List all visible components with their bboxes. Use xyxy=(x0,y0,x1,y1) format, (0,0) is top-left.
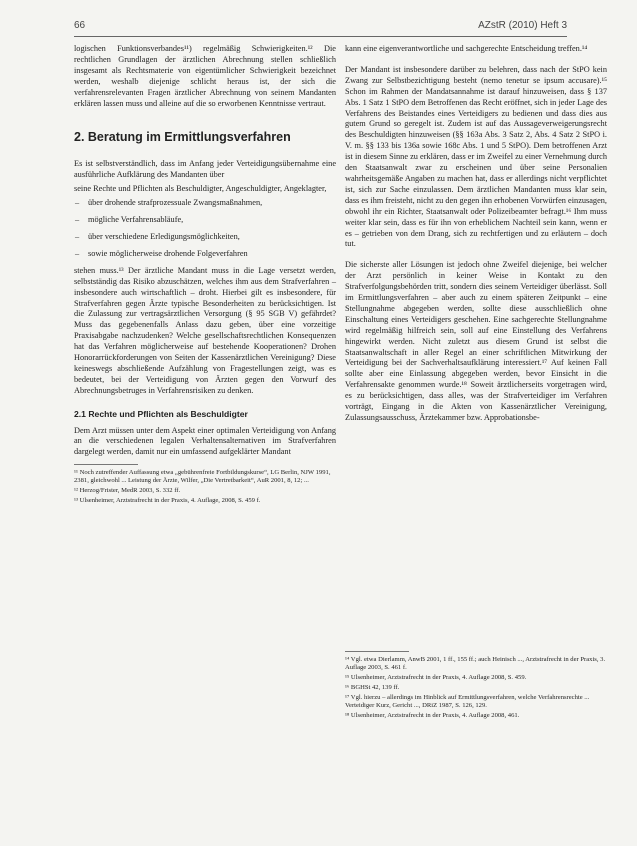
footnote: ¹⁸ Ulsenheimer, Arztstrafrecht in der Praxis, 4. Auflage 2008, 461. xyxy=(345,712,520,719)
footnote: ¹² Herzog/Frister, MedR 2003, S. 332 ff. xyxy=(74,487,181,495)
list-item: – über drohende strafprozessuale Zwangsmaßnahmen, xyxy=(88,198,336,209)
section-heading: 2. Beratung im Ermittlungsverfahren xyxy=(74,130,291,145)
paragraph: kann eine eigenverantwortliche und sachgerechte Entscheidung treffen.¹⁴ xyxy=(345,44,588,53)
paragraph: Dem Arzt müssen unter dem Aspekt einer optimalen Verteidigung von Anfang an die verschiedenen legalen Verhaltensalternativen im Strafverfahren dargelegt werden, damit nur ein umfassend aufgeklärter Mandant xyxy=(74,425,336,457)
list-item: – mögliche Verfahrensabläufe, xyxy=(88,215,336,226)
dash-list xyxy=(74,198,336,260)
paragraph: logischen Funktionsverbandes¹¹) regelmäßig Schwierigkeiten.¹² Die rechtlichen Grundlagen der ärztlichen Abrechnung stellen schließlich insgesamt als Rechtsmaterie von eigentümlicher Schwierigkeit bezeichnet werden, weshalb diejenige schlicht heraus ist, der sich die verfahrensrelevanten Fragen ärztlicher Abrechnung von seinem Mandanten erklären lassen muss und alleine auf die so erworbenen Kenntnisse vertraut. xyxy=(74,44,336,108)
footnote: ¹⁴ Vgl. etwa Dierlamm, AnwB 2001, 1 ff., 155 ff.; auch Heinisch ..., Arztstrafrecht in der Praxis, 3. Auflage 2003, S. 461 f. xyxy=(345,656,606,671)
footnote: ¹⁵ Ulsenheimer, Arztstrafrecht in der Praxis, 4. Auflage 2008, S. 459. xyxy=(345,674,527,681)
page-number: 66 xyxy=(74,20,86,31)
footnote-rule xyxy=(74,464,138,465)
list-item: – sowie möglicherweise drohende Folgeverfahren xyxy=(88,249,336,260)
footnote: ¹⁶ BGHSt 42, 139 ff. xyxy=(345,684,400,691)
footnote-rule xyxy=(345,651,409,652)
header-rule xyxy=(74,36,567,37)
journal-reference: AZstR (2010) Heft 3 xyxy=(478,20,567,31)
subsection-heading: 2.1 Rechte und Pflichten als Beschuldigter xyxy=(74,408,248,419)
running-header xyxy=(74,20,567,34)
paragraph: Es ist selbstverständlich, dass im Anfang jeder Verteidigungsübernahme eine ausführliche Aufklärung des Mandanten über xyxy=(74,159,336,180)
right-footnotes xyxy=(345,645,607,722)
left-column xyxy=(74,44,336,507)
list-item: – über verschiedene Erledigungsmöglichkeiten, xyxy=(88,232,336,243)
paragraph: Die sicherste aller Lösungen ist jedoch ohne Zweifel diejenige, bei welcher der Arzt persönlich in keiner Weise in Kontakt zu den Strafverfolgungsbehörden tritt, sondern dies seinem Verteidiger überlässt. Soll im Ermittlungsverfahren – aber auch zu einem späteren Zeitpunkt – eine Stellungnahme abgegeben werden, sollte diese ausschließlich ohne Einschaltung eines Verteidigers geschehen. Eine sachgerechte Stellungnahme wird regelmäßig hilfreich sein, soll auf eine Einstellung des Verfahrens hingewirkt werden. Nicht zuletzt aus diesem Grund ist selbst die Staatsanwaltschaft in aller Regel an einer schriftlichen Mitwirkung der Verteidigung bei der Sachverhaltsaufklärung interessiert.¹⁷ Auf keinen Fall sollte aber eine Einlassung abgegeben werden, bevor Einsicht in die Verfahrensakte genommen wurde.¹⁸ Soweit ärztlicherseits vorgetragen wird, es zu berücksichtigen, dass alles, was der Strafverteidiger im Verfahren vorträgt, Eingang in die Akten von Kassenärztlicher Vereinigung, Zulassungsausschuss, Ärztekammer bzw. Approbationsbe- xyxy=(345,260,607,422)
paragraph: stehen muss.¹³ Der ärztliche Mandant muss in die Lage versetzt werden, selbstständig das Risiko abzuschätzen, welches ihm aus dem Strafverfahren – insbesondere auch wirtschaftlich – droht. Hierbei gilt es insbesondere, für Strafverfahren gegen Ärzte typische Besonderheiten zu berücksichtigen. Ist die Zulassung zur vertragsärztlichen Versorgung (§ 95 SGB V) gefährdet? Muss das gegebenenfalls Anlass dazu geben, über eine vorzeitige Praxisabgabe nachzudenken? Welche gesellschaftsrechtlichen Konsequenzen hat das Verfahren möglicherweise auf bestehende Kooperationen? Drohen Honorarrückforderungen von Seiten der Kassenärztlichen Vereinigung? Diese keineswegs abschließende Aufzählung von Fragestellungen zeigt, was es bedeutet, bei der Verteidigung von Ärzten gegen den Vorwurf des Abrechnungsbetruges in Verfahrensrisiken zu denken. xyxy=(74,265,336,395)
paragraph: Der Mandant ist insbesondere darüber zu belehren, dass nach der StPO kein Zwang zur Selbstbezichtigung besteht (nemo tenetur se ipsum accusare).¹⁵ Schon im Rahmen der Mandatsannahme ist darauf hinzuweisen, dass § 137 Abs. 1 Satz 1 StPO dem Betroffenen das Recht eröffnet, sich in jeder Lage des Verfahrens des Beistandes eines Verteidigers zu bedienen und dass dies aus gutem Grund so geregelt ist. Zudem ist auf das Aussageverweigerungsrecht des Beschuldigten hinzuweisen (§§ 163a Abs. 3 Satz 2, Abs. 4 Satz 2 StPO i. V. m. §§ 133 bis 136a sowie 168c Abs. 1 und 5 StPO). Dem betroffenen Arzt ist in diesem Sinne zu erklären, dass er im Zweifel zu einer Vernehmung durch den Staatsanwalt zwar zu erscheinen und über seine Personalien wahrheitsgemäße Angaben zu machen hat, dass er allerdings nicht verpflichtet ist, sich zur Sache einzulassen. Dem ärztlichen Mandanten muss klar sein, dass es ihm freisteht, nicht zu den gegen ihn erhobenen Vorwürfen einzusagen, obwohl ihr ein Richter, Staatsanwalt oder Polizeibeamter befragt.¹⁶ Ihm muss weiter klar sein, dass es für ihn von erheblichem Nachteil sein kann, wenn er es – getrieben von dem Drang, sich zu rechtfertigen und zu erläutern – doch tut. xyxy=(345,64,607,249)
right-column xyxy=(345,44,607,427)
footnote: ¹⁷ Vgl. hierzu – allerdings im Hinblick auf Ermittlungsverfahren, welche Verfahrensrechte ... Verteidiger Kurz, Gericht ..., DRiZ 1987, S. 126, 129. xyxy=(345,694,590,709)
paragraph: seine Rechte und Pflichten als Beschuldigter, Angeschuldigter, Angeklagter, xyxy=(74,184,327,194)
footnote: ¹³ Ulsenheimer, Arztstrafrecht in der Praxis, 4. Auflage, 2008, S. 459 f. xyxy=(74,497,261,505)
footnote: ¹¹ Noch zutreffender Auffassung etwa „gebührenfreie Fortbildungskurse“, LG Berlin, NJW 1991, 2381, gleichwohl ... Leistung der Ärzte, Wilfer, „Die Vertretbarkeit“, AuR 2001, 8, 12; ... xyxy=(74,469,331,485)
